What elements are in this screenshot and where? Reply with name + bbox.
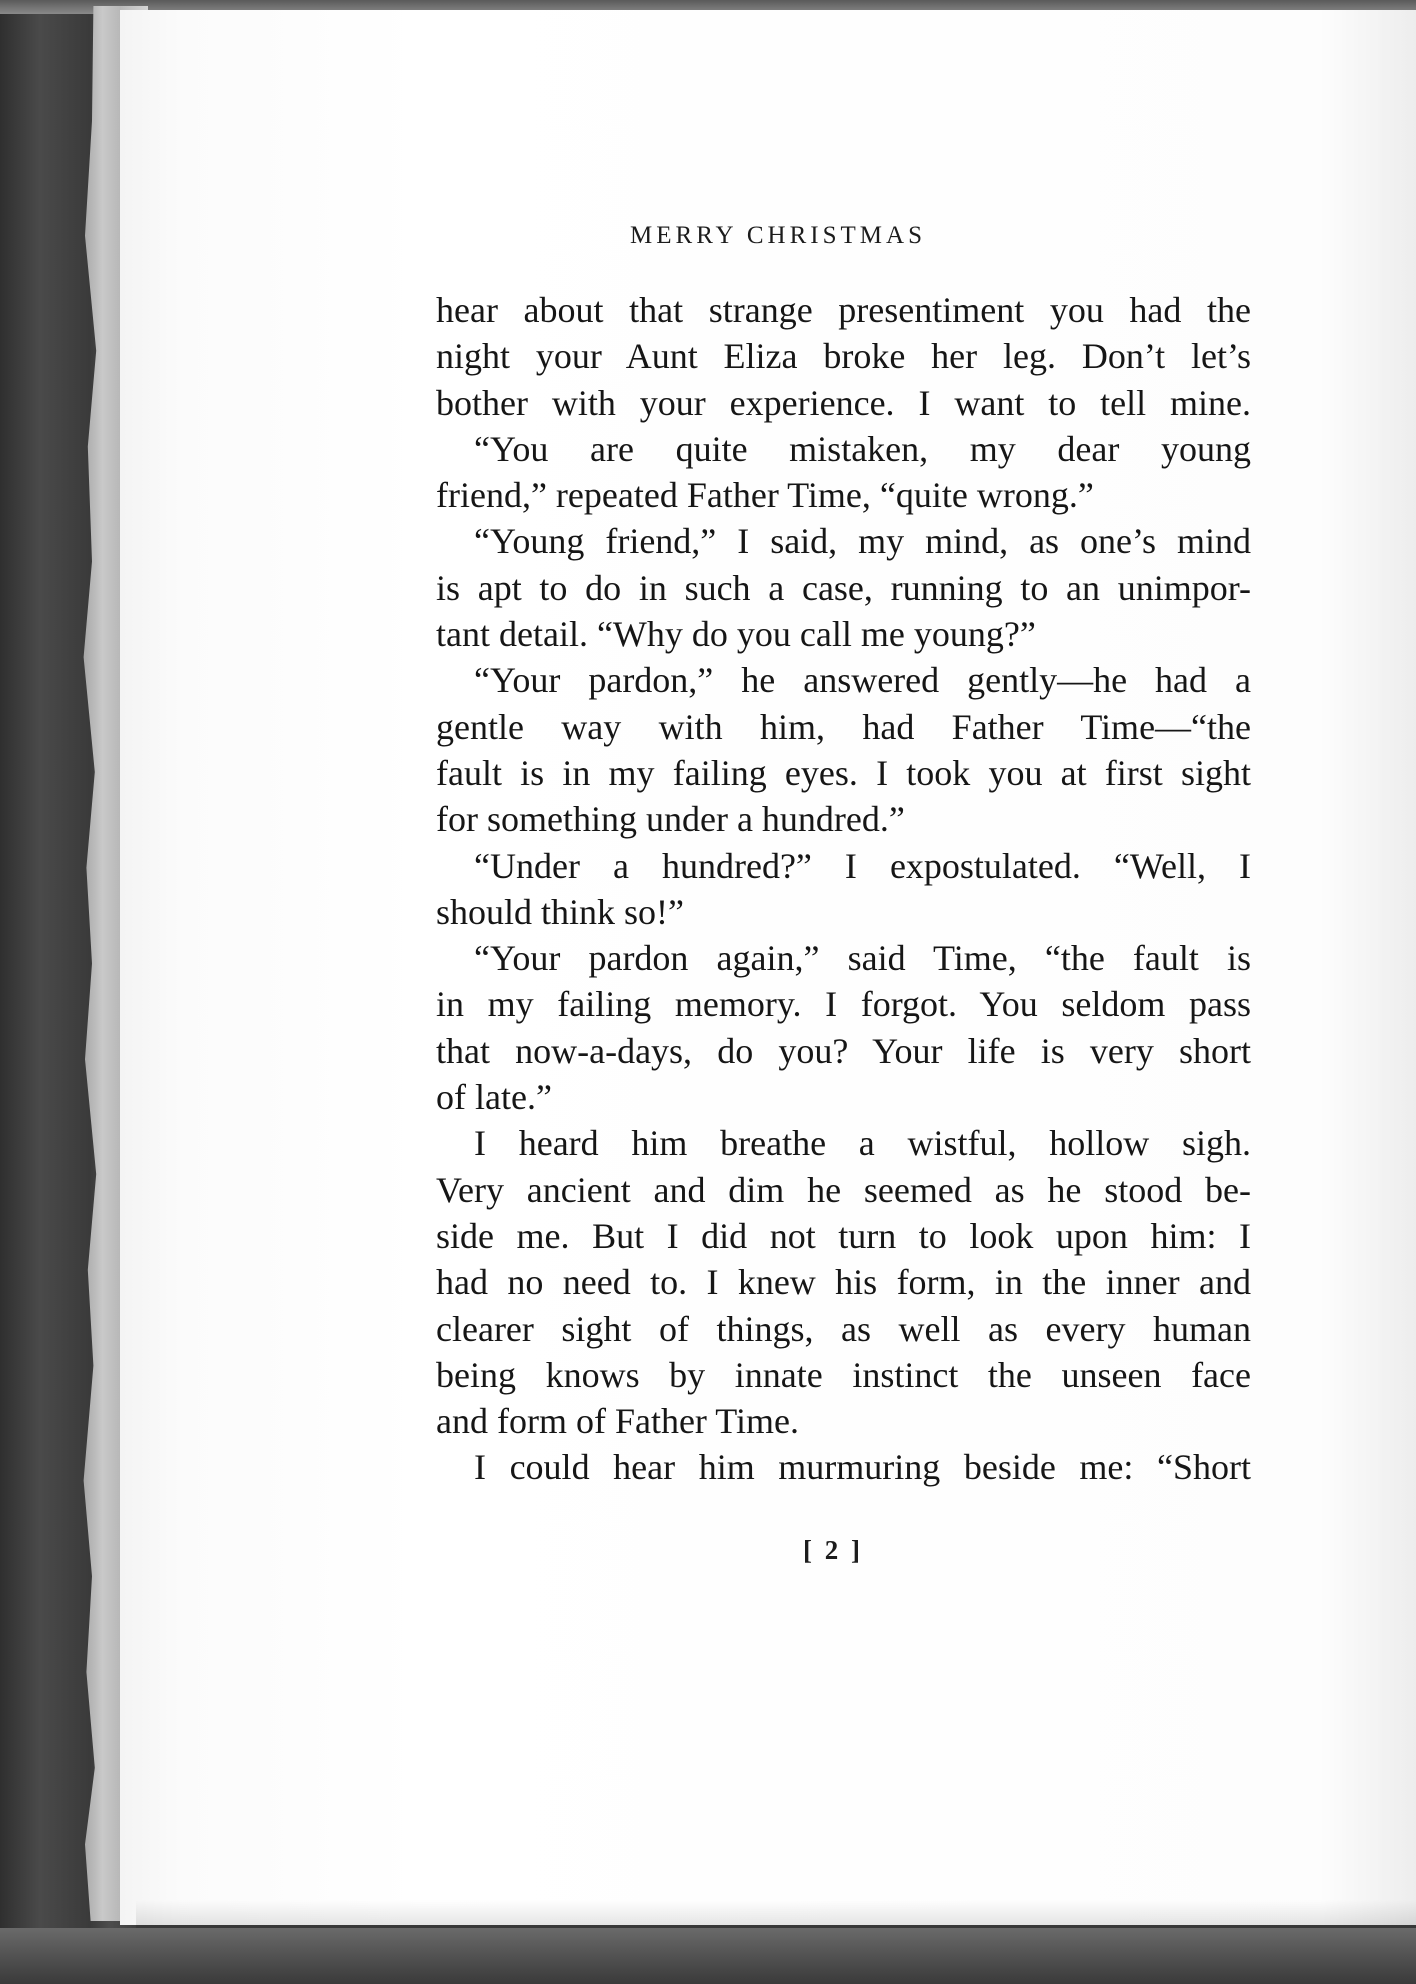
text-line: is apt to do in such a case, running to an unimpor- <box>436 567 1251 608</box>
text-line: I could hear him murmuring beside me: “Short <box>474 1447 1251 1488</box>
text-line: being knows by innate instinct the unseen face <box>436 1354 1251 1395</box>
text-line: bother with your experience. I want to tell mine. <box>436 382 1251 423</box>
text-line: night your Aunt Eliza broke her leg. Don’t let’s <box>436 336 1251 377</box>
text-line: hear about that strange presentiment you had the <box>436 290 1251 330</box>
running-head: MERRY CHRISTMAS <box>630 222 926 249</box>
text-line: friend,” repeated Father Time, “quite wrong.” <box>436 475 1094 516</box>
text-line: “You are quite mistaken, my dear young <box>474 428 1251 469</box>
text-line: side me. But I did not turn to look upon him: I <box>436 1215 1251 1256</box>
text-line: had no need to. I knew his form, in the inner and <box>436 1262 1251 1303</box>
text-line: of late.” <box>436 1077 552 1118</box>
text-line: “Your pardon,” he answered gently—he had a <box>474 660 1251 701</box>
body-text <box>436 287 1251 1491</box>
text-line: “Your pardon again,” said Time, “the fault is <box>474 938 1251 979</box>
book-cover-edge-bottom <box>0 1928 1416 1984</box>
text-line: fault is in my failing eyes. I took you at first sight <box>436 752 1251 793</box>
text-line: tant detail. “Why do you call me young?” <box>436 614 1036 655</box>
page-shadow <box>136 1900 1416 1930</box>
text-line: in my failing memory. I forgot. You seldom pass <box>436 984 1251 1025</box>
text-line: should think so!” <box>436 891 684 932</box>
page-number: [ 2 ] <box>803 1535 863 1565</box>
text-line: that now-a-days, do you? Your life is very short <box>436 1030 1251 1071</box>
text-line: for something under a hundred.” <box>436 799 905 840</box>
text-line: “Young friend,” I said, my mind, as one’s mind <box>474 521 1251 562</box>
text-line: gentle way with him, had Father Time—“the <box>436 706 1251 747</box>
text-line: and form of Father Time. <box>436 1401 799 1442</box>
text-line: I heard him breathe a wistful, hollow sigh. <box>474 1123 1251 1164</box>
text-line: Very ancient and dim he seemed as he stood be- <box>436 1169 1251 1210</box>
text-line: clearer sight of things, as well as every human <box>436 1308 1251 1349</box>
text-line: “Under a hundred?” I expostulated. “Well, I <box>474 845 1251 886</box>
